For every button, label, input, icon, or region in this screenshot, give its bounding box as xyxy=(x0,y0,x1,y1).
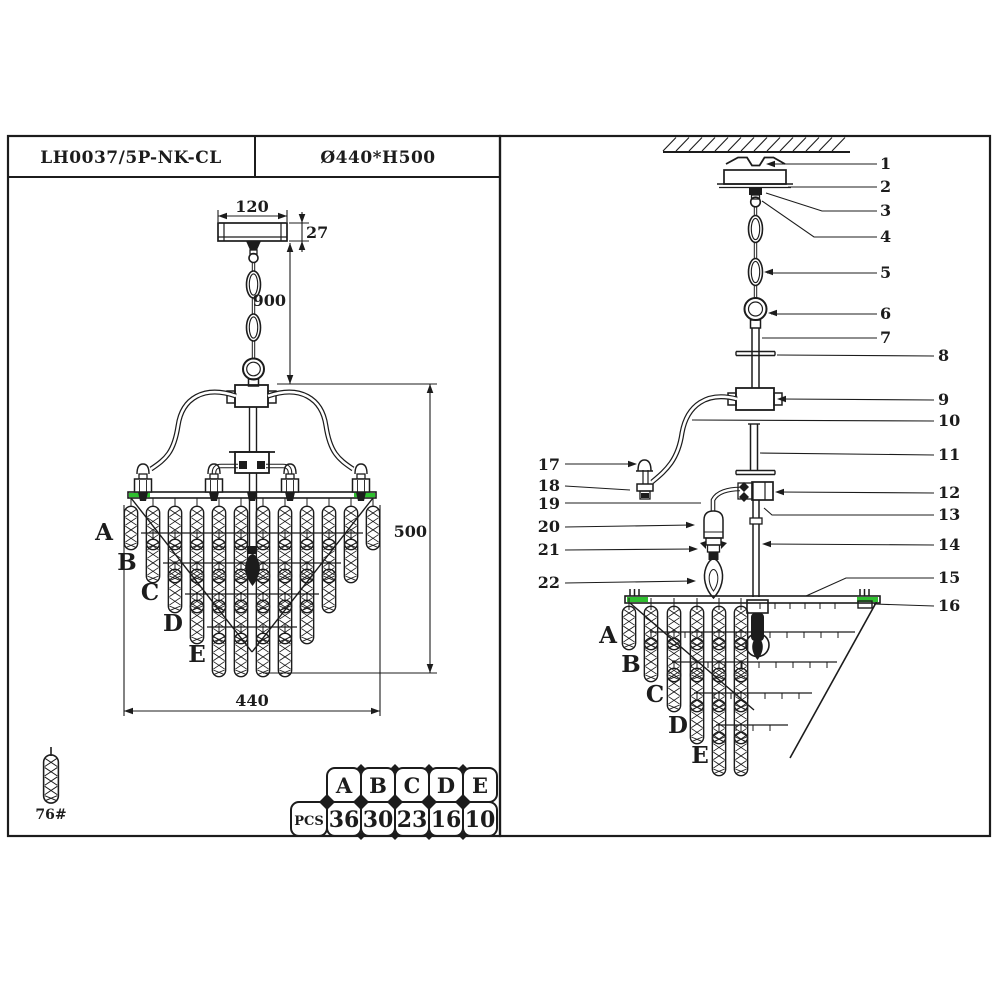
center-rod-exploded xyxy=(736,424,775,475)
upper-rod xyxy=(736,328,775,388)
callout-17: 17 xyxy=(537,455,560,474)
socket-cover xyxy=(704,511,723,538)
hanging-loop xyxy=(751,195,761,207)
mid-hub xyxy=(229,452,275,552)
callout-4: 4 xyxy=(880,227,892,246)
suspension-chain xyxy=(247,262,261,358)
panel-borders xyxy=(8,136,990,836)
dimension-lines xyxy=(124,210,437,716)
fixture-dimensions: Ø440*H500 xyxy=(320,148,436,168)
table-qty-b: 30 xyxy=(362,807,394,833)
lower-hub-exploded xyxy=(738,482,773,502)
tier-label-d-right: D xyxy=(668,712,688,739)
hook-loop xyxy=(249,250,258,263)
callout-22: 22 xyxy=(537,573,560,592)
tier-label-e-right: E xyxy=(691,742,709,769)
arm-tip-nut xyxy=(637,484,653,499)
dim-body-diameter: 440 xyxy=(235,691,269,710)
tier-label-b-right: B xyxy=(621,651,641,678)
tier-label-b-left: B xyxy=(117,549,137,576)
dim-chain-drop: 900 xyxy=(252,291,286,310)
dim-canopy-width: 120 xyxy=(235,197,269,216)
socket-elbow-pipe xyxy=(713,489,740,511)
threaded-nipple xyxy=(749,188,762,195)
callout-16: 16 xyxy=(938,596,961,615)
right-exploded-view xyxy=(538,138,961,776)
ring-exploded xyxy=(745,298,767,328)
model-number: LH0037/5P-NK-CL xyxy=(40,148,222,168)
dim-canopy-height: 27 xyxy=(306,223,329,242)
callout-11: 11 xyxy=(938,445,961,464)
tier-label-d-left: D xyxy=(163,610,183,637)
callout-10: 10 xyxy=(938,411,961,430)
crystal-tiers-right xyxy=(622,598,747,776)
crystal-tiers-left xyxy=(124,498,379,677)
arm-exploded xyxy=(652,397,737,482)
table-col-b: B xyxy=(369,773,387,798)
table-qty-e: 10 xyxy=(464,807,496,833)
table-col-e: E xyxy=(471,773,489,798)
ceiling xyxy=(663,138,850,153)
callout-5: 5 xyxy=(880,263,892,282)
center-column-socket xyxy=(746,600,769,660)
arms xyxy=(151,392,353,479)
callout-9: 9 xyxy=(938,390,950,409)
callout-19: 19 xyxy=(537,494,560,513)
lamp-socket xyxy=(700,538,727,560)
callout-2: 2 xyxy=(880,177,892,196)
lower-rod-exploded xyxy=(750,500,762,597)
crystal-icon-label: 76# xyxy=(35,807,67,823)
tier-label-c-right: C xyxy=(645,681,665,708)
candle-bulb xyxy=(704,559,722,598)
canopy-nipple xyxy=(246,241,261,250)
callout-12: 12 xyxy=(938,483,961,502)
crystal-76-icon xyxy=(35,747,66,823)
callout-20: 20 xyxy=(537,517,560,536)
table-qty-c: 23 xyxy=(396,807,428,833)
dim-body-height: 500 xyxy=(393,522,427,541)
chain-exploded xyxy=(749,206,763,299)
callout-21: 21 xyxy=(537,540,560,559)
callout-7: 7 xyxy=(880,328,892,347)
table-qty-a: 36 xyxy=(328,807,360,833)
table-qty-d: 16 xyxy=(430,807,462,833)
table-col-d: D xyxy=(436,773,456,798)
tier-label-a-right: A xyxy=(599,622,617,649)
callout-3: 3 xyxy=(880,201,892,220)
parts-table xyxy=(291,764,497,840)
callout-14: 14 xyxy=(938,535,961,554)
canopy-exploded xyxy=(717,170,793,188)
callout-13: 13 xyxy=(938,505,961,524)
loop-ring xyxy=(243,359,264,387)
frame-end-highlight-left xyxy=(627,597,648,602)
callout-18: 18 xyxy=(537,476,560,495)
candle-sockets xyxy=(135,464,370,501)
ceiling-hatch xyxy=(663,138,845,152)
callout-6: 6 xyxy=(880,304,892,323)
callout-15: 15 xyxy=(938,568,961,587)
table-col-a: A xyxy=(335,773,353,798)
frame-end-cap xyxy=(858,601,872,608)
tier-label-e-left: E xyxy=(188,641,206,668)
callout-leader-lines xyxy=(565,164,934,606)
left-chandelier-view xyxy=(94,197,437,716)
table-col-c: C xyxy=(403,773,421,798)
arm-tip-finial-cap xyxy=(636,460,653,484)
callout-1: 1 xyxy=(880,154,892,173)
tier-label-a-left: A xyxy=(95,519,113,546)
ceiling-canopy xyxy=(218,223,287,241)
callout-8: 8 xyxy=(938,346,950,365)
table-row-label: PCS xyxy=(294,814,324,829)
tier-label-c-left: C xyxy=(140,579,160,606)
